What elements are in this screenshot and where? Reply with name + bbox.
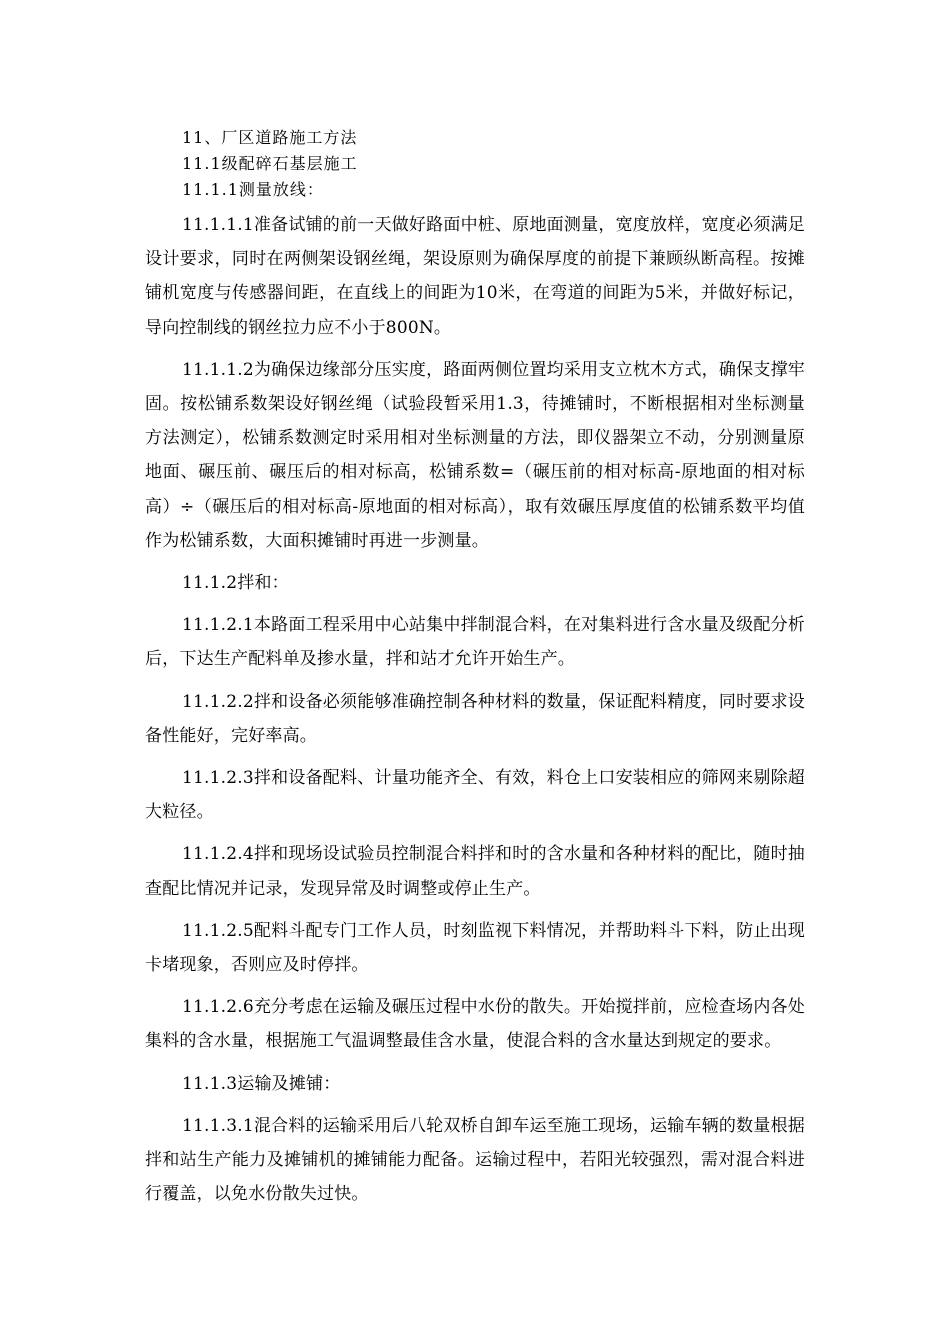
paragraph: 11.1.2.1本路面工程采用中心站集中拌制混合料，在对集料进行含水量及级配分析后，下达生产配料单及掺水量，拌和站才允许开始生产。 <box>145 615 805 670</box>
section-heading: 11、厂区道路施工方法 <box>182 128 358 147</box>
paragraph: 11.1.2.4拌和现场设试验员控制混合料拌和时的含水量和各种材料的配比，随时抽查配比情况并记录，发现异常及时调整或停止生产。 <box>145 844 805 899</box>
paragraph: 11.1.2.3拌和设备配料、计量功能齐全、有效，料仓上口安装相应的筛网来剔除超大粒径。 <box>145 768 805 823</box>
paragraph: 11.1.1.2为确保边缘部分压实度，路面两侧位置均采用支立枕木方式，确保支撑牢固。按松铺系数架设好钢丝绳（试验段暂采用1.3，待摊铺时，不断根据相对坐标测量方法测定），松铺系数测定时采用相对坐标测量的方法，即仪器架立不动，分别测量原地面、碾压前、碾压后的相对标高，松铺系数=（碾压前的相对标高-原地面的相对标高）÷（碾压后的相对标高-原地面的相对标高），取有效碾压厚度值的松铺系数平均值作为松铺系数，大面积摊铺时再进一步测量。 <box>145 359 805 551</box>
paragraph: 11.1.2.2拌和设备必须能够准确控制各种材料的数量，保证配料精度，同时要求设备性能好，完好率高。 <box>145 691 805 746</box>
subsubsection-heading: 11.1.1测量放线： <box>182 180 324 199</box>
paragraph: 11.1.2.6充分考虑在运输及碾压过程中水份的散失。开始搅拌前，应检查场内各处集料的含水量，根据施工气温调整最佳含水量，使混合料的含水量达到规定的要求。 <box>145 997 805 1052</box>
paragraph: 11.1.1.1准备试铺的前一天做好路面中桩、原地面测量，宽度放样，宽度必须满足设计要求，同时在两侧架设钢丝绳，架设原则为确保厚度的前提下兼顾纵断高程。按摊铺机宽度与传感器间距，在直线上的间距为10米，在弯道的间距为5米，并做好标记，导向控制线的钢丝拉力应不小于800N。 <box>145 215 805 338</box>
paragraph: 11.1.2.5配料斗配专门工作人员，时刻监视下料情况，并帮助料斗下料，防止出现卡堵现象，否则应及时停拌。 <box>145 920 805 976</box>
subsection-heading: 11.1级配碎石基层施工 <box>182 154 358 173</box>
paragraph: 11.1.3.1混合料的运输采用后八轮双桥自卸车运至施工现场，运输车辆的数量根据拌和站生产能力及摊铺机的摊铺能力配备。运输过程中，若阳光较强烈，需对混合料进行覆盖，以免水份散失过快。 <box>145 1115 805 1205</box>
paragraph-heading: 11.1.2拌和： <box>182 573 289 594</box>
document-body <box>145 208 805 1219</box>
paragraph-heading: 11.1.3运输及摊铺： <box>182 1073 341 1094</box>
